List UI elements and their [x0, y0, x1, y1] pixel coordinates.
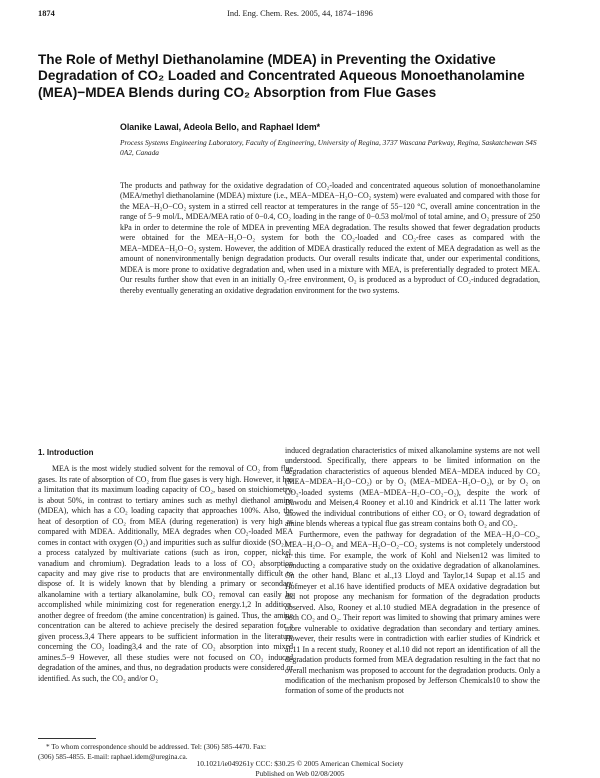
- footnote-divider: [38, 738, 96, 739]
- right-column: [285, 446, 540, 776]
- journal-citation: Ind. Eng. Chem. Res. 2005, 44, 1874−1896: [227, 9, 373, 18]
- author-affiliation: Process Systems Engineering Laboratory, Faculty of Engineering, University of Regina, 3737 Wascana Parkway, Regina, Saskatchewan S4S 0A2, Canada: [120, 138, 537, 158]
- footnote-text: * To whom correspondence should be addressed. Tel: (306) 585-4470. Fax: (306) 585-4855. E-mail: raphael.idem@uregina.ca.: [38, 742, 267, 761]
- abstract: The products and pathway for the oxidative degradation of CO₂-loaded and concentrated aqueous solution of monoethanolamine (MEA/methyl diethanolamine (MDEA) mixture (i.e., MEA−MDEA−H₂O−CO₂ system) were evaluated and compared with those for the MEA−H₂O−CO₂ system in a stirred cell reactor at temperatures in the range of 55−120 °C, overall amine concentration in the range of 5−9 mol/L, MDEA/MEA ratio of 0−0.4, CO₂ loading in the range of 0−0.53 mol/mol of total amine, and O₂ pressure of 250 kPa in order to determine the role of MDEA in preventing MEA degradation. The results showed that fewer degradation products were obtained for the MEA−H₂O−O₂ system for both the CO₂-loaded and CO₂-free cases as compared with the MEA−MDEA−H₂O−O₂ system. However, the addition of MDEA drastically reduced the extent of MEA degradation as well as the amount of nonenvironmentally benign degradation products. Our overall results indicate that, under our experimental conditions, MDEA is more prone to oxidative degradation and, when used in a mixture with MEA, is preferentially degraded to protect MEA. Our results further show that even in an initially O₂-free environment, O₂ is produced as a byproduct of CO₂-induced degradation, thereby eventually generating an oxidative degradation environment for the two systems.: [120, 181, 540, 295]
- page-number: 1874: [38, 9, 55, 18]
- running-header: [38, 9, 562, 21]
- page-footer: [150, 759, 450, 778]
- author-list: Olanike Lawal, Adeola Bello, and Raphael Idem*: [120, 122, 321, 132]
- left-column: [38, 448, 293, 738]
- article-title: The Role of Methyl Diethanolamine (MDEA) in Preventing the Oxidative Degradation of CO₂ Loaded and Concentrated Aqueous Monoethanolamine (MEA)−MDEA Blends during CO₂ Absorption from Flue Gases: [38, 52, 525, 100]
- section-heading-introduction: 1. Introduction: [38, 448, 94, 457]
- doi-copyright-line: 10.1021/ie049261y CCC: $30.25 © 2005 American Chemical Society: [196, 759, 404, 768]
- published-date-line: Published on Web 02/08/2005: [255, 768, 345, 778]
- body-paragraph: Furthermore, even the pathway for degradation of the MEA−H₂O−CO₂, MEA−H₂O−O₂ and MEA−H₂O−O₂−CO₂ systems is not completely understood at this time. For example, the work of Kohl and Nielsen12 was limited to conducting a comparative study on the oxidative degradation of alkanolamines. On the other hand, Blanc et al.,13 Lloyd and Taylor,14 Supap et al.15 and Hofmeyer et al.16 have identified products of MEA oxidative degradation but did not propose any mechanism for formation of the degradation products observed. Also, Rooney et al.10 studied MEA degradation in the presence of both CO₂ and O₂. Their report was limited to showing that primary amines were more vulnerable to oxidative degradation than secondary and tertiary amines. However, their results were in contradiction with earlier studies of Kindrick et al.11 In a recent study, Rooney et al.10 did not report an identification of all the degradation products formed from MEA degradation resulting in the fact that no overall mechanism was proposed to account for the degradation products. Only a modification of the mechanism proposed by Jefferson Chemicals10 to show the formation of some of the products not: [285, 529, 540, 696]
- body-paragraph: induced degradation characteristics of mixed alkanolamine systems are not well understood. Specifically, there appears to be limited information on the degradation characteristics of aqueous blended MEA−MDEA induced by CO₂ (MEA−MDEA−H₂O−CO₂) or by O₂ (MEA−MDEA−H₂O−O₂), or by O₂ on CO₂-loaded systems (MEA−MDEA−H₂O−CO₂−O₂), despite the work of Dawodu and Meisen,4 Rooney et al.10 and Kindrick et al.11 The latter work showed the individual contributions of either CO₂ or O₂ toward degradation of amine blends whereas a typical flue gas stream contains both O₂ and CO₂.: [285, 446, 540, 529]
- body-paragraph: MEA is the most widely studied solvent for the removal of CO₂ from flue gases. Its rate of absorption of CO₂ from flue gases is very high. However, it has a limitation that its maximum loading capacity of CO₂, based on stoichiometry, is about 50%, in contrast to tertiary amines such as methyl diethanol amine (MDEA), which has a CO₂ loading capacity that approaches 100%. Also, the heat of desorption of CO₂ from MEA (during regeneration) is very high as compared with MDEA. Additionally, MEA degrades when CO₂-loaded MEA comes in contact with oxygen (O₂) and impurities such as sulfur dioxide (SO₂) − a process catalyzed by multivariate cations (such as iron, copper, nickel, vanadium and chromium). Degradation leads to a loss of CO₂ absorption capacity and may give rise to products that are environmentally difficult to dispose of. It is widely known that by blending a primary or secondary alkanolamine with a tertiary alkanolamine, bulk CO₂ removal can easily be accomplished while minimizing cost for regeneration energy.1,2 In addition, another degree of freedom (the amine concentration) is gained. Thus, the amine concentration can be altered to achieve precisely the desired separation for a given process.3,4 There appears to be sufficient information in the literature concerning the CO₂ loading3,4 and the rate of CO₂ absorption into mixed amines.5−9 However, all these studies were not focused on CO₂ induced degradation of the amines, and thus, no degradation products were considered or identified. As such, the CO₂ and/or O₂: [38, 464, 293, 683]
